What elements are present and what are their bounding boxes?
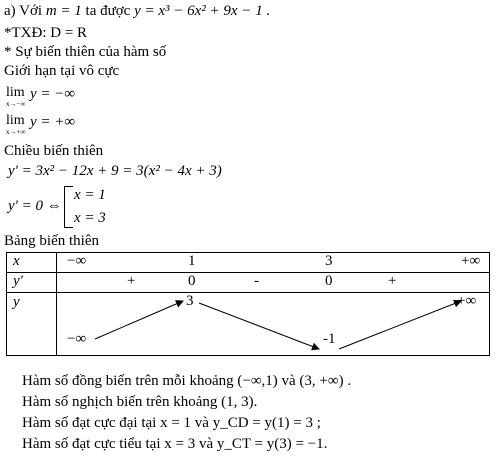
conclusion-maximum: Hàm số đạt cực đại tại x = 1 và y_CD = y(1) = 3 ; [22, 415, 321, 431]
limit-neg-inf [6, 85, 76, 108]
variation-arrows [57, 293, 491, 355]
heading-prefix: a) Với [4, 3, 43, 19]
row-label-derivative: y' [13, 273, 23, 289]
x-value-3: 3 [325, 253, 333, 269]
sign-plus-1: + [127, 273, 136, 289]
heading-m: m = 1 [45, 3, 82, 19]
system-brace [64, 186, 73, 228]
conclusion-decreasing: Hàm số nghịch biến trên khoảng (1, 3). [22, 394, 258, 410]
row-label-x: x [13, 253, 20, 269]
y-value-min: -1 [323, 331, 336, 347]
variation-title: * Sự biến thiên của hàm số [4, 44, 167, 60]
root-2: x = 3 [74, 210, 106, 226]
variation-table [6, 252, 490, 356]
x-value-pos-inf: +∞ [461, 253, 481, 269]
heading-function: y = x³ − 6x² + 9x − 1 . [134, 3, 271, 19]
equation-lhs: y' = 0 ⇔ [8, 198, 62, 214]
table-row-y [7, 293, 490, 356]
limits-title: Giới hạn tại vô cực [4, 63, 120, 79]
y-value-max: 3 [186, 293, 194, 309]
limit-word: lim [6, 85, 25, 100]
table-row-derivative [7, 273, 490, 293]
y-value-start: −∞ [67, 331, 87, 347]
x-value-neg-inf: −∞ [67, 253, 87, 269]
conclusion-increasing: Hàm số đồng biến trên mỗi khoảng (−∞,1) và (3, +∞) . [22, 373, 352, 389]
table-title: Bảng biến thiên [4, 233, 99, 249]
arrow-increasing-1 [95, 301, 183, 339]
heading-mid: ta được [81, 3, 135, 19]
root-1: x = 1 [74, 187, 106, 203]
direction-title: Chiều biến thiên [4, 143, 104, 159]
derivative-line: y' = 3x² − 12x + 9 = 3(x² − 4x + 3) [8, 163, 222, 179]
sign-minus: - [254, 273, 259, 289]
sign-zero-1: 0 [188, 273, 196, 289]
sign-plus-2: + [388, 273, 397, 289]
arrow-decreasing [199, 303, 319, 349]
limit-expression: y = +∞ [30, 114, 76, 130]
conclusion-minimum: Hàm số đạt cực tiểu tại x = 3 và y_CT = y(3) = −1. [22, 436, 328, 452]
limit-pos-inf [6, 113, 76, 136]
table-row-x [7, 253, 490, 273]
limit-subscript: x→+∞ [6, 128, 26, 136]
sign-zero-2: 0 [325, 273, 333, 289]
domain-line: *TXĐ: D = R [4, 25, 88, 41]
y-value-end: +∞ [457, 293, 477, 309]
limit-word: lim [6, 113, 25, 128]
x-value-1: 1 [188, 253, 196, 269]
heading-line [4, 2, 270, 20]
arrow-increasing-2 [339, 301, 461, 349]
row-label-y: y [13, 294, 20, 310]
limit-expression: y = −∞ [30, 86, 76, 102]
limit-subscript: x→−∞ [6, 100, 26, 108]
